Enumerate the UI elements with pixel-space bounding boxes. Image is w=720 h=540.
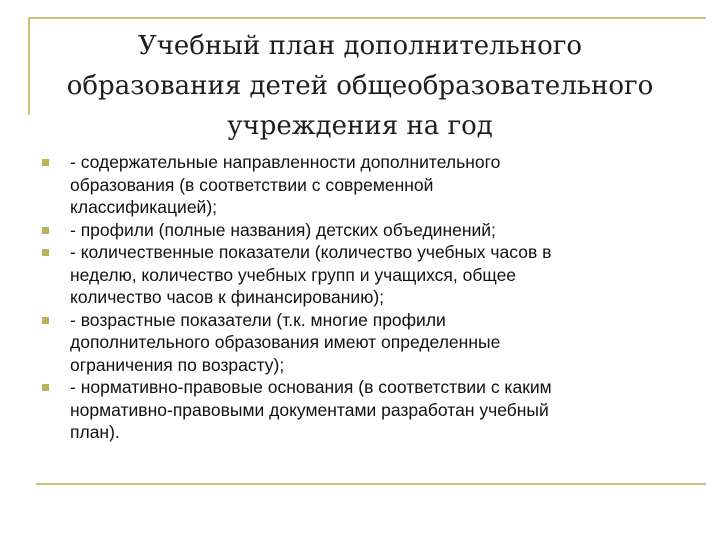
- top-rule: [28, 17, 706, 19]
- item-text-line: - количественные показатели (количество учебных часов в: [70, 242, 552, 262]
- item-text-line: ограничения по возрасту);: [70, 354, 285, 375]
- title-line: учреждения на год: [227, 111, 493, 141]
- square-bullet-icon: [42, 384, 49, 391]
- list-item: [40, 376, 680, 444]
- slide-title: [40, 26, 680, 146]
- item-text-line: неделю, количество учебных групп и учащихся, общее: [70, 264, 517, 285]
- square-bullet-icon: [42, 227, 49, 234]
- item-text-line: - содержательные направленности дополнительного: [70, 152, 501, 172]
- square-bullet-icon: [42, 249, 49, 256]
- title-line: Учебный план дополнительного: [137, 31, 583, 61]
- square-bullet-icon: [42, 159, 49, 166]
- bullet-list: [40, 151, 680, 444]
- list-item: [40, 241, 680, 309]
- item-text-line: план).: [70, 422, 120, 442]
- item-text-line: количество часов к финансированию);: [70, 287, 385, 307]
- list-item: [40, 219, 680, 242]
- item-text-line: - нормативно-правовые основания (в соответствии с каким: [70, 377, 552, 397]
- list-item: [40, 309, 680, 377]
- square-bullet-icon: [42, 317, 49, 324]
- item-text-line: - возрастные показатели (т.к. многие профили: [70, 309, 446, 330]
- item-text-line: - профили (полные названия) детских объединений;: [70, 219, 496, 240]
- bottom-rule: [36, 483, 706, 485]
- item-text-line: дополнительного образования имеют определенные: [70, 332, 501, 352]
- item-text-line: классификацией);: [70, 197, 218, 217]
- item-text-line: нормативно-правовыми документами разработан учебный: [70, 399, 549, 420]
- left-rule: [28, 17, 30, 115]
- item-text-line: образования (в соответствии с современной: [70, 174, 434, 195]
- title-line: образования детей общеобразовательного: [66, 71, 654, 101]
- list-item: [40, 151, 680, 219]
